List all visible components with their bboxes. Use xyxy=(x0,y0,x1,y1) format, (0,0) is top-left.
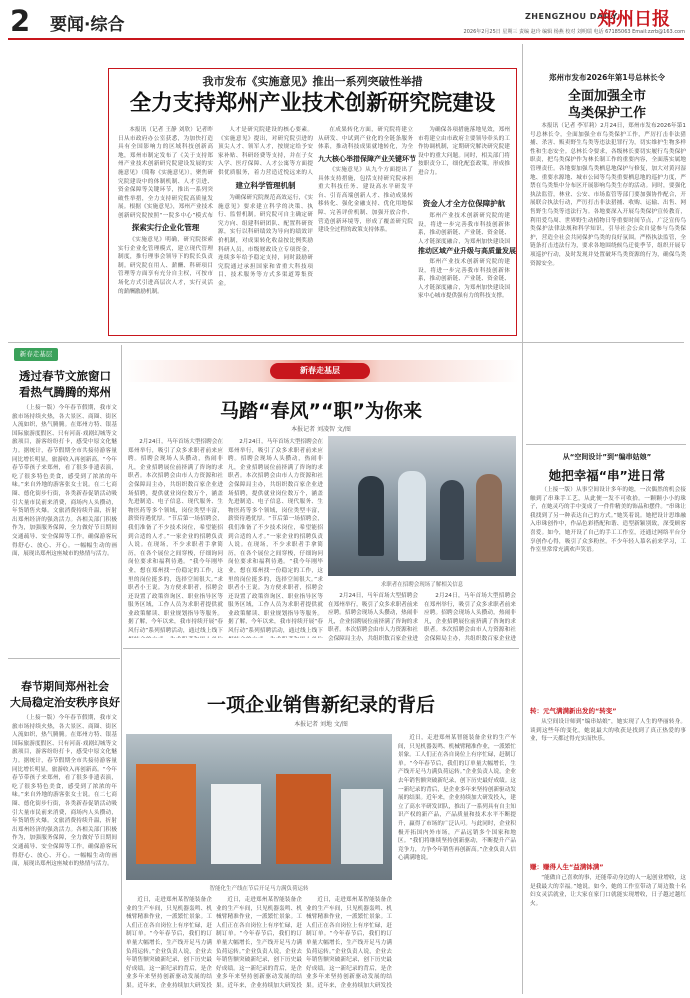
photo-figure xyxy=(358,476,384,556)
sales-col-1: 近日，走进郑州某智能装备企业的生产车间，只见机器轰鸣、机械臂精准作业，一派繁忙景象。工人们正在各自岗位上有序忙碌，赶制订单。“今年春节后，我们的订单量大幅增长，生产线开足马力满负荷运转。”企业负责人说，企业去年销售额突破新纪录，创下历史最好成绩。这一新纪录的背后，是企业多年来坚持创新驱动发展的结果。近年来，企业持续加大研发投 xyxy=(126,897,212,989)
photo-machine xyxy=(341,789,383,864)
tourism-body: （上接一版）今年春节假期，我市文旅市场持续火热，各大景区、商圈、街区人流如织，热气腾腾。在郑州方特、银基国际旅游度假区、只有河南·戏剧幻城等文旅项目，游客纷纷打卡，感受中原文化魅力。据统计，春节假期全市共接待游客量同比增长明显，旅游收入再创新高。“今年春节带孩子来郑州，看了很多非遗表演，吃了很多特色美食，感受到了浓浓的年味。”来自外地的游客张女士说。在二七商圈、德化街步行街，各类新春促销活动吸引大量市民前来消费，商场内人头攒动，年货销售火爆。文旅消费持续升温，折射出郑州经济的强劲活力。各相关部门积极作为，加强服务保障，全力做好节日期间交通疏导、安全保障等工作，确保游客玩得舒心、放心、开心。一幅幅生动的画面，展现出郑州这座城市的热情与活力。 xyxy=(12,405,117,558)
photo-figure xyxy=(476,474,502,562)
paper-logo: 郑州日报 xyxy=(598,9,670,30)
lead-col-2b: 为确保研究院规范高效运行，《实施意见》要求建立科学的决策、执行、监督机制。研究院可自主确定研究方向、组建科研团队、配置科研资源，实行以科研绩效为导向的绩效评价机制，对成果转化收益按比例奖励科研人员。市级财政设立专项资金，连续多年给予稳定支持，同时鼓励研究院通过承担国家和省重大科技项目、技术服务等方式多渠道筹集资金。 xyxy=(218,195,313,287)
bird-headline-line1: 全面加强全市 xyxy=(567,89,646,104)
tourism-headline-line2: 看热气腾腾的郑州 xyxy=(19,385,111,399)
bird-kicker: 郑州市发布2026年第1号总林长令 xyxy=(548,73,666,82)
artisan-body-2: 从空间设计师到“编串姑娘”，她实现了人生的华丽转身。谈到这些年的变化，她说最大的收获是找到了真正热爱的事业，每一天都过得充实而快乐。 xyxy=(530,719,686,743)
sales-col-right: 近日，走进郑州某智能装备企业的生产车间，只见机器轰鸣、机械臂精准作业，一派繁忙景象。工人们正在各自岗位上有序忙碌，赶制订单。“今年春节后，我们的订单量大幅增长，生产线开足马力满负荷运转。”企业负责人说，企业去年销售额突破新纪录，创下历史最好成绩。这一新纪录的背后，是企业多年来坚持创新驱动发展的结果。近年来，企业持续加大研发投入，建立了高水平研发团队，推出了一系列具有自主知识产权的新产品，产品质量和技术水平不断提升，赢得了市场的广泛认可。与此同时，企业积极开拓国内外市场，产品远销多个国家和地区。“我们将继续坚持创新驱动，不断提升产品竞争力，力争今年销售再创新高。”企业负责人信心满满地说。 xyxy=(398,735,516,862)
factory-photo xyxy=(126,734,392,880)
photo-figure xyxy=(398,471,426,561)
sales-headline: 一项企业销售新纪录的背后 xyxy=(206,694,435,716)
spring-banner-label: 新春走基层 xyxy=(270,363,370,379)
lead-subhead-4: 资金人才全方位保障护航 xyxy=(422,199,506,208)
artisan-subhead-1: 转：元气满满新出发的“转变” xyxy=(530,707,617,715)
jobfair-byline: 本报记者 刘凌智 文/图 xyxy=(291,426,351,433)
column-divider-left xyxy=(121,345,122,995)
lead-col-4b: 郑州产业技术创新研究院的建设，将进一步完善我市科技创新体系，推动创新链、产业链、资金链、人才链深度融合，为郑州加快建设国 xyxy=(418,213,510,244)
jobfair-col-1: 2月24日，马年首场大型招聘会在郑州举行，吸引了众多求职者前来应聘。招聘会现场人头攒动，热闹非凡，企业招聘展位前挤满了咨询的求职者。本次招聘会由市人力资源和社会保障局主办，共组织数百家企业进场招聘，提供就业岗位数万个，涵盖先进制造、电子信息、现代服务、生物医药等多个领域，岗位类型丰富，薪资待遇优厚。“节后第一场招聘会，我们准备了不少技术岗位，希望能招到合适的人才。”一家企业的招聘负责人说。在现场，不少求职者手拿简历，在各个展位之间穿梭，仔细询问岗位要求和福利待遇。“我今年刚毕业，想在郑州找一份稳定的工作，这里的岗位挺多的，选择空间很大。”求职者小王说。为方便求职者，招聘会还设置了政策咨询区、职业指导区等服务区域，工作人员为求职者提供就业政策解读、职业规划指导等服务。据了解，今年以来，我市持续开展“春风行动”系列招聘活动，通过线上线下 xyxy=(128,439,223,635)
jobfair-col-4: 2月24日，马年首场大型招聘会在郑州举行，吸引了众多求职者前来应聘。招聘会现场人头攒动，热闹非凡，企业招聘展位前挤满了咨询的求职者。本次招聘会由市人力资源和社会保障局主办，共组织数百家企业进 xyxy=(424,593,516,642)
lead-subhead-3: 九大核心举措保障产业关键环节 xyxy=(318,155,416,163)
artisan-body-3: “能做自己喜欢的事，还能带动身边的人一起创业增收，这是我最大的幸福。”她说。如今，她的工作室带动了周边数十名妇女灵活就业，让大家在家门口就能实现增收，日子越过越红火。 xyxy=(530,875,686,907)
photo-machine xyxy=(211,784,261,864)
security-body: （上接一版）今年春节假期，我市文旅市场持续火热，各大景区、商圈、街区人流如织，热气腾腾。在郑州方特、银基国际旅游度假区、只有河南·戏剧幻城等文旅项目，游客纷纷打卡，感受中原文化魅力。据统计，春节假期全市共接待游客量同比增长明显，旅游收入再创新高。“今年春节带孩子来郑州，看了很多非遗表演，吃了很多特色美食，感受到了浓浓的年味。”来自外地的游客张女士说。在二七商圈、德化街步行街，各类新春促销活动吸引大量市民前来消费，商场内人头攒动，年货销售火爆。文旅消费持续升温，折射出郑州经济的强劲活力。各相关部门积极作为，加强服务保障，全力做好节日期间交通疏导、安全保障等工作，确保游客玩得舒心、放心、开心。一幅幅生动的画面，展现出郑州这座城市的热情与活力。 xyxy=(12,715,117,868)
jobfair-col-2: 2月24日，马年首场大型招聘会在郑州举行，吸引了众多求职者前来应聘。招聘会现场人头攒动，热闹非凡，企业招聘展位前挤满了咨询的求职者。本次招聘会由市人力资源和社会保障局主办，共组织数百家企业进场招聘，提供就业岗位数万个，涵盖先进制造、电子信息、现代服务、生物医药等多个领域，岗位类型丰富，薪资待遇优厚。“节后第一场招聘会，我们准备了不少技术岗位，希望能招到合适的人才。”一家企业的招聘负责人说。在现场，不少求职者手拿简历，在各个展位之间穿梭，仔细询问岗位要求和福利待遇。“我今年刚毕业，想在郑州找一份稳定的工作，这里的岗位挺多的，选择空间很大。”求职者小王说。为方便求职者，招聘会还设置了政策咨询区、职业指导区等服务区域，工作人员为求职者提供就业政策解读、职业规划指导等服务。据了解，今年以来，我市持续开展“春风行动”系列招聘活动，通过线上线下 xyxy=(228,439,323,635)
artisan-subhead-2: 赚：赚得人生“益满钵满” xyxy=(530,863,604,871)
photo-machine xyxy=(136,764,196,864)
lead-subhead-5: 推动区域产业升级与高质量发展 xyxy=(418,247,516,255)
lead-col-3: 在成果转化方面，研究院将建立从研发、中试到产业化的全链条服务体系，推动科技成果就地转化，为全 xyxy=(318,127,413,151)
lead-col-1b: 《实施意见》明确，研究院探索实行企业化管理模式，建立现代管理制度，推行理事会领导下的院长负责制。研究院在用人、薪酬、科研项目管理等方面享有充分自主权，可按市场化方式引进高层次人才，实行灵活的薪酬激励机制。 xyxy=(118,237,213,295)
jobfair-photo xyxy=(328,436,516,576)
lead-subhead-1: 探索实行企业化管理 xyxy=(131,223,200,232)
sales-col-3: 近日，走进郑州某智能装备企业的生产车间，只见机器轰鸣、机械臂精准作业，一派繁忙景象。工人们正在各自岗位上有序忙碌，赶制订单。“今年春节后，我们的订单量大幅增长，生产线开足马力满负荷运转。”企业负责人说，企业去年销售额突破新纪录，创下历史最好成绩。这一新纪录的背后，是企业多年来坚持创新驱动发展的结果。近年来，企业持续加大研发投 xyxy=(306,897,392,989)
security-headline-line2: 大局稳定治安秩序良好 xyxy=(10,696,120,709)
lead-col-4: 为确保各项措施落地见效，郑州市将建立由市政府主要领导牵头的工作协调机制，定期研究解决研究院建设中的重大问题。同时，相关部门将按职责分工，细化配套政策，形成推进合力。 xyxy=(418,127,510,176)
photo-figure xyxy=(440,480,464,560)
sales-col-2: 近日，走进郑州某智能装备企业的生产车间，只见机器轰鸣、机械臂精准作业，一派繁忙景象。工人们正在各自岗位上有序忙碌，赶制订单。“今年春节后，我们的订单量大幅增长，生产线开足马力满负荷运转。”企业负责人说，企业去年销售额突破新纪录，创下历史最好成绩。这一新纪录的背后，是企业多年来坚持创新驱动发展的结果。近年来，企业持续加大研发投 xyxy=(216,897,302,989)
lead-col-4c: 郑州产业技术创新研究院的建设，将进一步完善我市科技创新体系，推动创新链、产业链、资金链、人才链深度融合，为郑州加快建设国家中心城市提供强有力的科技支撑。 xyxy=(418,259,510,300)
jobfair-caption: 求职者在招聘会现场了解相关信息 xyxy=(380,582,464,588)
header-meta: 2026年2月25日 星期三 责编 赵玲 编辑 杨燕 校对 刘明瑞 电话 67185063 Email:zzrb@163.com xyxy=(463,29,685,35)
lead-col-1: 本报讯（记者 王静 刘欣）记者昨日从市政府办公室获悉，为加快打造具有全国影响力的区域科技创新高地，郑州市制定发布了《关于支持郑州产业技术创新研究院建设发展的实施意见》（简称《实施意见》），聚焦研究院建设中的体制机制、人才引进、资金保障等关键环节，推出一系列突破性举措，全力支持研究院高质量发展。根据《实施意见》，郑州产业技术创新研究院按照“一院多中心”模式布 xyxy=(118,127,213,219)
header-rule xyxy=(8,38,684,40)
lead-col-2: 人才是研究院建设的核心要素。《实施意见》提出，对研究院引进的顶尖人才、领军人才，按规定给予安家补贴、科研经费等支持，并在子女入学、医疗保障、人才公寓等方面提供优质服务，着力营造近悦远来的人 xyxy=(218,127,313,176)
spring-badge-left: 新春走基层 xyxy=(14,348,58,361)
tourism-headline-line1: 透过春节文旅窗口 xyxy=(19,369,111,383)
artisan-kicker: 从“空间设计”到“编串姑娘” xyxy=(562,453,652,461)
section-title: 要闻·综合 xyxy=(50,15,125,35)
security-headline-line1: 春节期间郑州社会 xyxy=(21,680,109,693)
lead-kicker: 我市发布《实施意见》推出一系列突破性举措 xyxy=(202,75,423,88)
artisan-headline: 她把幸福“串”进日常 xyxy=(548,468,666,483)
page-number: 2 xyxy=(10,4,31,38)
bird-body: 本报讯（记者 李军莉）2月24日，郑州市发布2026年第1号总林长令，全面加强全市鸟类保护工作，严厉打击非法猎捕、杀害、贩卖野生鸟类等违法犯罪行为，切实维护生物多样性和生态安全。总林长令要求，各级林长要切实履行鸟类保护职责，把鸟类保护作为林长制工作的重要内容，全面落实属地管理责任。各地要加强鸟类栖息地保护与修复，加大对黄河湿地、重要水源地、城市公园等鸟类重要栖息地的巡护力度，严禁在鸟类集中分布区开展影响鸟类生存的活动。同时，要强化执法监管，林业、公安、市场监管等部门要加强协作配合，开展联合执法行动，严厉打击非法猎捕、收购、运输、出售、网售野生鸟类等违法行为。各地要深入开展鸟类保护宣传教育，利用爱鸟周、世界野生动植物日等重要时间节点，广泛宣传鸟类保护法律法规和科学知识，引导社会公众自觉参与鸟类保护，营造全社会共同保护鸟类的良好氛围。严格执法监管，全链条打击违法行为，要求各地围绕候鸟迁徙季节，组织开展专项巡护行动，及时发现并处置破坏鸟类资源的行为，确保鸟类资源安全。 xyxy=(530,123,686,267)
section-divider-mid xyxy=(8,342,684,343)
lead-col-3b: 《实施意见》从九个方面提出了具体支持措施，包括支持研究院承担重大科技任务、建设高水平研发平台、引育高端创新人才、推动成果转移转化、强化金融支持、优化用地保障、完善评价机制、加强开放合作、营造创新环境等，形成了覆盖研究院建设全过程的政策支持体系。 xyxy=(318,167,413,234)
artisan-body: （上接一版）从事空间设计多年的她，一次偶然的机会接触到了串珠手工艺，从此便一发不可收拾。一颗颗小小的珠子，在她灵巧的手中变成了一件件精美的饰品和摆件。“串珠让我找到了另一种表达自己的方式。”她笑着说。她把设计思维融入串珠创作中，作品色彩搭配和谐、造型新颖别致，深受顾客喜爱。如今，她开设了自己的手工工作室，还通过网络平台分享创作心得，吸引了众多粉丝。不少年轻人慕名前来学习，工作室里常常充满欢声笑语。 xyxy=(530,487,686,554)
jobfair-headline: 马踏“春风”“职”为你来 xyxy=(220,400,422,422)
lead-subhead-2: 建立科学管理机制 xyxy=(235,181,296,190)
photo-machine xyxy=(276,774,331,864)
paper-english-name: ZHENGZHOU DAILY xyxy=(525,12,618,21)
factory-caption: 智能化生产线在节后开足马力满负荷运转 xyxy=(209,886,309,892)
sales-byline: 本报记者 刘地 文/图 xyxy=(294,721,348,728)
lead-headline: 全力支持郑州产业技术创新研究院建设 xyxy=(129,91,496,116)
bird-headline-line2: 鸟类保护工作 xyxy=(567,106,646,121)
story-divider xyxy=(123,648,519,649)
right-mid-divider xyxy=(526,444,686,445)
jobfair-col-3: 2月24日，马年首场大型招聘会在郑州举行，吸引了众多求职者前来应聘。招聘会现场人头攒动，热闹非凡，企业招聘展位前挤满了咨询的求职者。本次招聘会由市人力资源和社会保障局主办，共组织数百家企业进 xyxy=(328,593,418,642)
column-divider-right xyxy=(522,44,523,994)
left-lower-divider xyxy=(8,658,120,659)
